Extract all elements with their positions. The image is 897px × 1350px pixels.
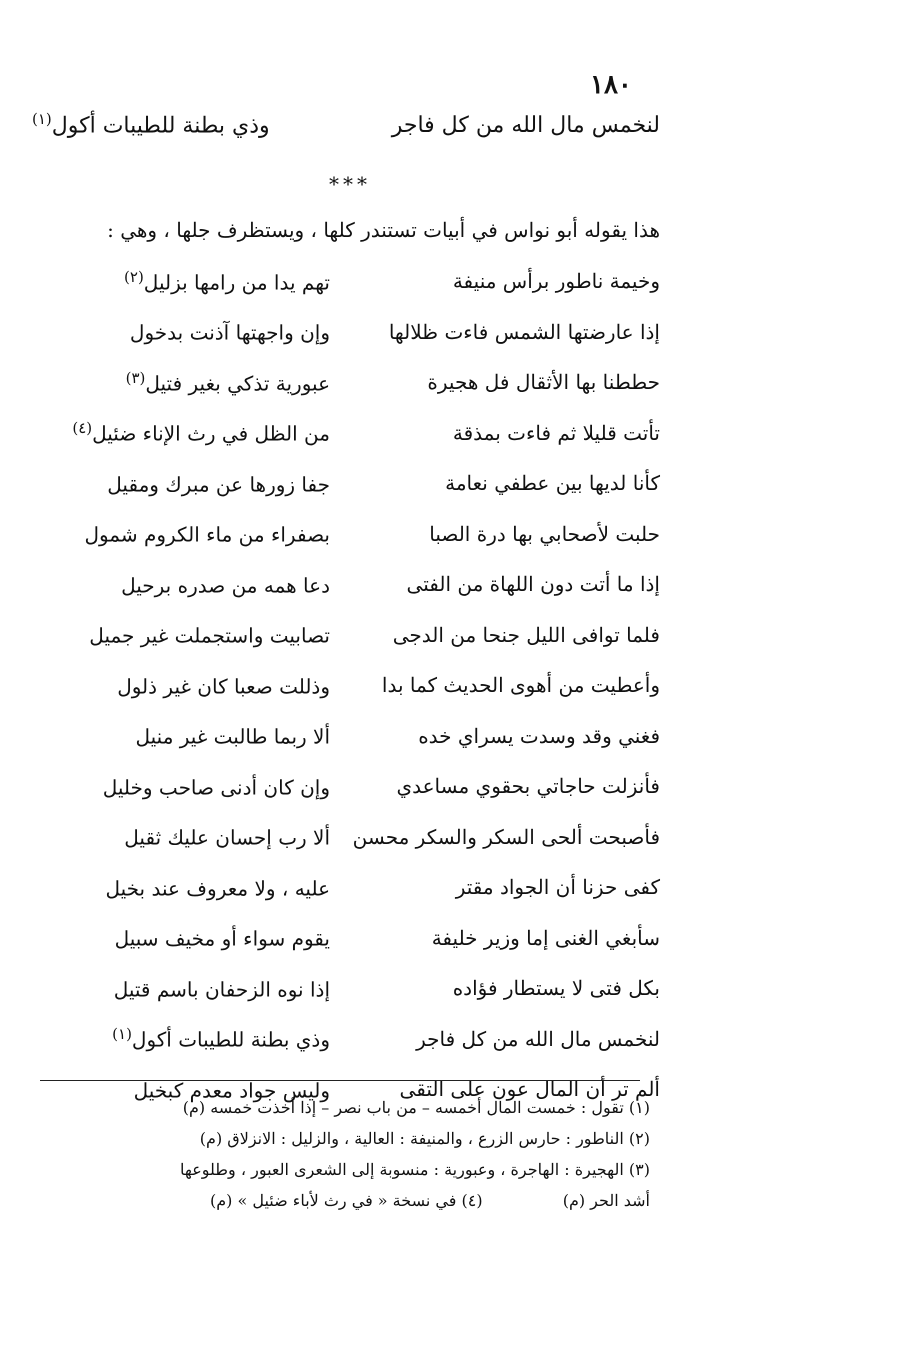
verse-first-hemistich: كأنا لديها بين عطفي نعامة — [445, 471, 660, 496]
poem-verse — [30, 509, 660, 560]
verse-second-hemistich — [30, 419, 330, 446]
verse-first-hemistich: فأصبحت ألحى السكر والسكر محسن — [352, 824, 660, 849]
verse-second-text: عليه ، ولا معروف عند بخيل — [105, 876, 330, 901]
verse-first-hemistich: كفى حزنا أن الجواد مقتر — [455, 875, 660, 900]
verse-first-hemistich: تأتت قليلا ثم فاءت بمذقة — [452, 420, 660, 445]
top-verse-first-hemistich: لنخمس مال الله من كل فاجر — [391, 113, 660, 139]
verse-first-hemistich: لنخمس مال الله من كل فاجر — [416, 1026, 660, 1051]
verse-second-hemistich — [30, 318, 330, 345]
verse-first-hemistich: بكل فتى لا يستطار فؤاده — [452, 976, 660, 1001]
poem-verse — [30, 1014, 660, 1065]
verse-second-text: جفا زورها عن مبرك ومقيل — [107, 472, 330, 497]
verse-first-hemistich: سأبغي الغنى إما وزير خليفة — [431, 925, 660, 950]
verse-second-hemistich — [30, 621, 330, 648]
verse-second-text: دعا همه من صدره برحيل — [121, 573, 330, 598]
poem-verse — [30, 256, 660, 307]
verse-first-hemistich: فأنزلت حاجاتي بحقوي مساعدي — [396, 774, 660, 799]
verse-second-hemistich — [30, 520, 330, 547]
section-separator: *** — [329, 172, 371, 196]
verse-first-hemistich: حططنا بها الأثقال فل هجيرة — [427, 370, 660, 395]
footnote-last-line — [20, 1185, 650, 1216]
footnote-marker: (٢) — [124, 267, 144, 286]
poem-verse — [30, 711, 660, 762]
verse-first-hemistich: وأعطيت من أهوى الحديث كما بدا — [381, 673, 660, 698]
footnote-marker: (٤) — [72, 419, 93, 438]
verse-second-text: يقوم سواء أو مخيف سبيل — [114, 927, 330, 952]
top-verse-second-hemistich — [30, 110, 270, 138]
verse-second-text: وذللت صعبا كان غير ذلول — [117, 674, 330, 699]
verse-second-hemistich — [30, 773, 330, 800]
verse-second-hemistich — [30, 924, 330, 951]
verse-second-text: تهم يدا من رامها بزليل — [143, 270, 330, 295]
footnote-divider — [40, 1080, 640, 1081]
verse-second-hemistich — [30, 268, 330, 295]
footnote-3: (٣) الهجيرة : الهاجرة ، وعبورية : منسوبة إلى الشعرى العبور ، وطلوعها — [179, 1160, 650, 1179]
verse-second-text: وإن واجهتها آذنت بدخول — [129, 321, 330, 346]
verse-second-text: من الظل في رث الإناء ضئيل — [92, 422, 330, 447]
poem — [30, 256, 660, 1115]
verse-second-hemistich — [30, 672, 330, 699]
poem-verse — [30, 913, 660, 964]
verse-first-hemistich: إذا عارضتها الشمس فاءت ظلالها — [388, 319, 660, 344]
verse-second-text: عبورية تذكي بغير فتيل — [145, 371, 330, 396]
verse-second-text: إذا نوه الزحفان باسم قتيل — [113, 977, 330, 1002]
footnote-1: (١) تقول : خمست المال أخمسه – من باب نصر – إذا أخذت خمسه (م) — [182, 1098, 650, 1117]
poem-verse — [30, 408, 660, 459]
verse-second-hemistich — [30, 1025, 330, 1052]
verse-second-text: وإن كان أدنى صاحب وخليل — [102, 775, 330, 800]
top-verse — [30, 110, 660, 138]
footnote-marker: (١) — [32, 110, 52, 128]
poem-verse — [30, 862, 660, 913]
verse-second-text: تصابيت واستجملت غير جميل — [89, 624, 330, 649]
footnote-marker: (٣) — [125, 368, 146, 387]
top-verse-second-text: وذي بطنة للطيبات أكول — [51, 113, 270, 139]
footnote-4: (٤) في نسخة « في رث لأباء ضئيل » (م) — [210, 1191, 483, 1210]
verse-first-hemistich: إذا ما أتت دون اللهاة من الفتى — [406, 572, 660, 597]
verse-first-hemistich: وخيمة ناطور برأس منيفة — [452, 269, 660, 294]
verse-second-text: وليس جواد معدم كبخيل — [133, 1078, 330, 1103]
verse-first-hemistich: ألم تر أن المال عون على التقى — [399, 1077, 660, 1102]
footnote-3-continuation: أشد الحر (م) — [562, 1191, 650, 1210]
verse-first-hemistich: حلبت لأصحابي بها درة الصبا — [429, 521, 660, 546]
verse-first-hemistich: فغني وقد وسدت يسراي خده — [418, 723, 660, 748]
verse-second-hemistich — [30, 874, 330, 901]
footnote-2: (٢) الناطور : حارس الزرع ، والمنيفة : العالية ، والزليل : الانزلاق (م) — [199, 1129, 650, 1148]
poem-verse — [30, 559, 660, 610]
poem-verse — [30, 812, 660, 863]
verse-second-hemistich — [30, 975, 330, 1002]
poem-verse — [30, 610, 660, 661]
intro-paragraph: هذا يقوله أبو نواس في أبيات تستندر كلها ، ويستظرف جلها ، وهي : — [107, 218, 660, 242]
poem-verse — [30, 357, 660, 408]
footnote-marker: (١) — [112, 1025, 132, 1044]
verse-second-text: وذي بطنة للطيبات أكول — [131, 1028, 330, 1053]
verse-second-text: بصفراء من ماء الكروم شمول — [84, 523, 330, 548]
verse-second-text: ألا رب إحسان عليك ثقيل — [124, 826, 330, 851]
verse-second-hemistich — [30, 722, 330, 749]
poem-verse — [30, 761, 660, 812]
poem-verse — [30, 307, 660, 358]
poem-verse — [30, 660, 660, 711]
verse-second-hemistich — [30, 823, 330, 850]
page-number: ١٨٠ — [590, 70, 632, 100]
poem-verse — [30, 963, 660, 1014]
footnotes — [20, 1092, 650, 1216]
poem-verse — [30, 458, 660, 509]
verse-second-text: ألا ربما طالبت غير منيل — [135, 725, 330, 750]
verse-second-hemistich — [30, 470, 330, 497]
verse-second-hemistich — [30, 369, 330, 396]
verse-second-hemistich — [30, 571, 330, 598]
verse-first-hemistich: فلما توافى الليل جنحا من الدجى — [392, 622, 660, 647]
